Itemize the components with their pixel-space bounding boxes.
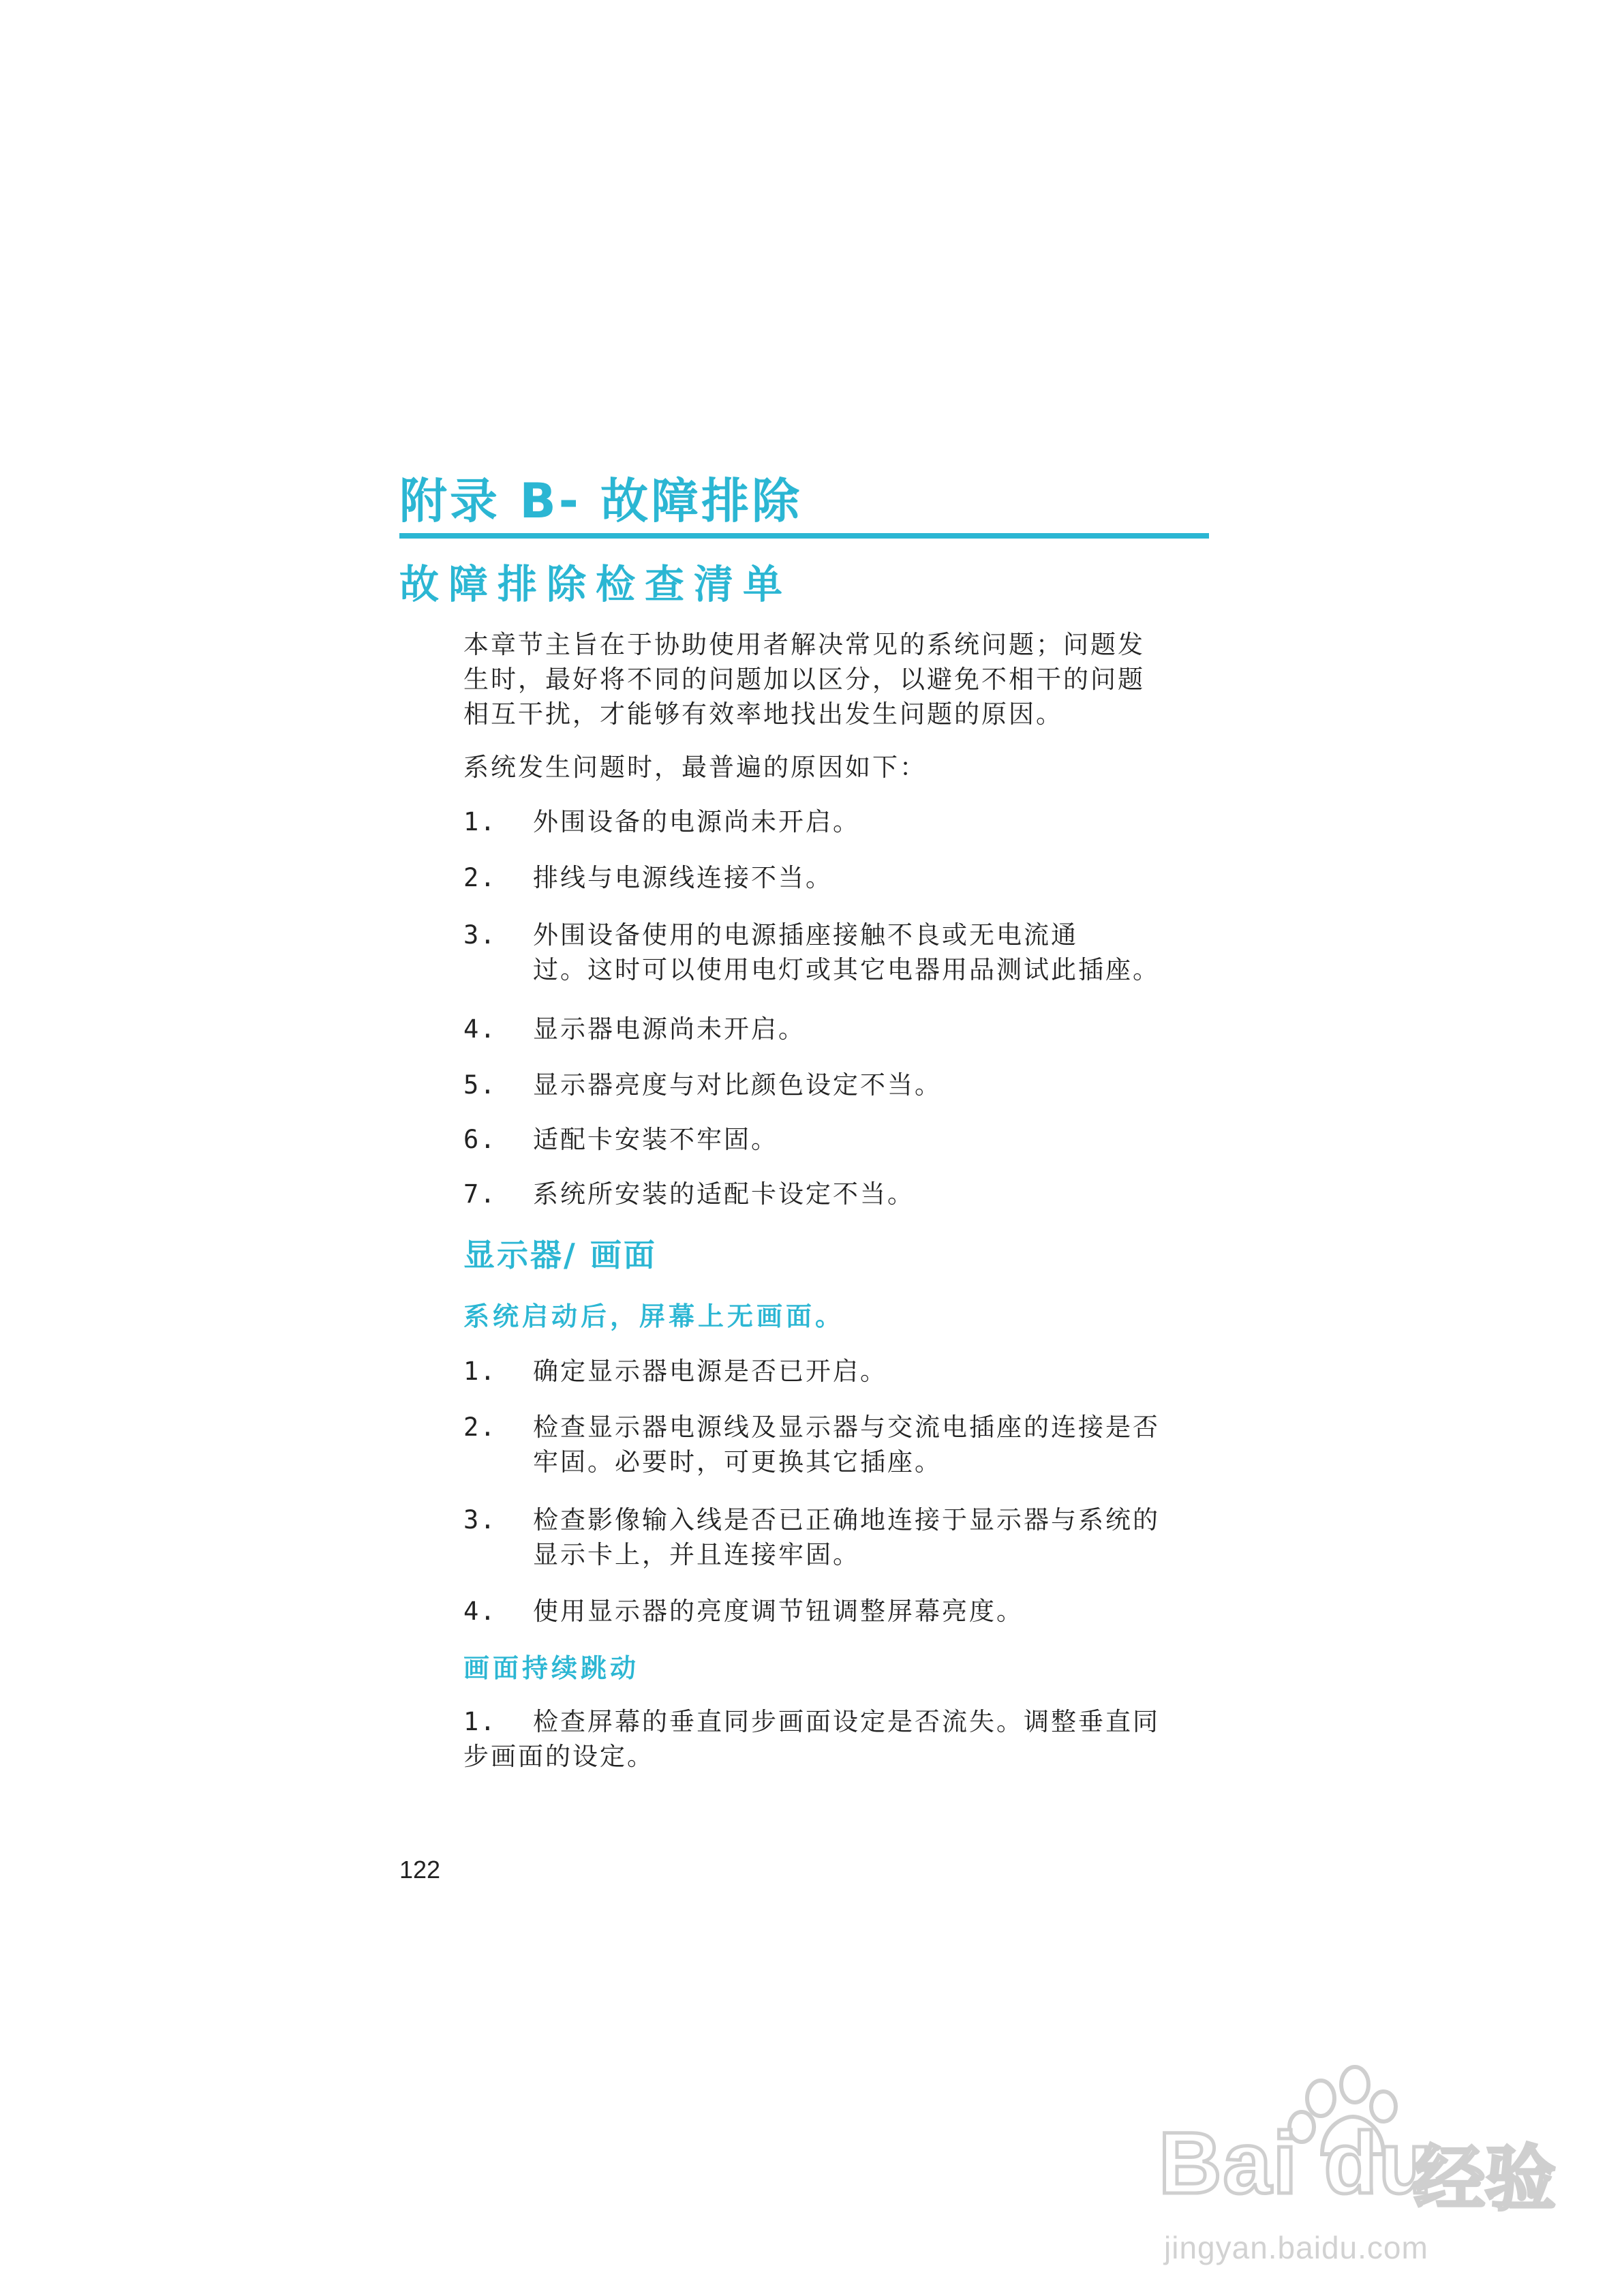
intro-line: 生时，最好将不同的问题加以区分，以避免不相干的问题 xyxy=(463,665,1145,694)
list-item xyxy=(463,1177,1213,1211)
list-number: 5. xyxy=(463,1070,497,1100)
list-number: 1. xyxy=(463,1357,497,1386)
intro-line: 本章节主旨在于协助使用者解决常见的系统问题；问题发 xyxy=(463,630,1145,659)
list-number: 3. xyxy=(463,920,497,950)
list-number: 3. xyxy=(463,1505,497,1535)
list-text: 过。这时可以使用电灯或其它电器用品测试此插座。 xyxy=(533,955,1160,984)
list-item xyxy=(463,860,1213,895)
list-item xyxy=(463,918,1213,987)
list-number: 4. xyxy=(463,1014,497,1044)
list-text: 外围设备使用的电源插座接触不良或无电流通 xyxy=(533,920,1078,950)
list-text: 使用显示器的亮度调节钮调整屏幕亮度。 xyxy=(533,1597,1024,1626)
list-number: 2. xyxy=(463,1413,497,1442)
flicker-line: 步画面的设定。 xyxy=(463,1742,654,1771)
list-text: 检查屏幕的垂直同步画面设定是否流失。调整垂直同 xyxy=(533,1707,1160,1736)
list-text: 显示器亮度与对比颜色设定不当。 xyxy=(533,1070,942,1100)
list-item xyxy=(463,1594,1213,1629)
list-number: 6. xyxy=(463,1125,497,1154)
chapter-divider xyxy=(399,533,1209,539)
list-item xyxy=(463,1068,1213,1102)
chapter-title: 附录 B- 故障排除 xyxy=(399,473,803,529)
watermark-service: 经验 xyxy=(1414,2140,1557,2219)
list-item xyxy=(463,1122,1213,1157)
list-item xyxy=(463,1354,1213,1389)
monitor-heading: 显示器/ 画面 xyxy=(463,1237,657,1273)
page-number: 122 xyxy=(399,1856,441,1884)
list-text: 外围设备的电源尚未开启。 xyxy=(533,807,860,836)
watermark-url: jingyan.baidu.com xyxy=(1164,2230,1428,2265)
causes-lead: 系统发生问题时，最普遍的原因如下： xyxy=(463,753,927,782)
flicker-paragraph xyxy=(463,1704,1213,1774)
section-title: 故障排除检查清单 xyxy=(399,561,793,607)
no-picture-heading: 系统启动后，屏幕上无画面。 xyxy=(463,1301,845,1331)
intro-line: 相互干扰，才能够有效率地找出发生问题的原因。 xyxy=(463,699,1063,729)
baidu-watermark xyxy=(1159,2059,1567,2277)
list-text: 显示卡上，并且连接牢固。 xyxy=(533,1540,860,1569)
list-text: 系统所安装的适配卡设定不当。 xyxy=(533,1179,915,1209)
list-number: 4. xyxy=(463,1597,497,1626)
list-item xyxy=(463,1012,1213,1046)
list-number: 2. xyxy=(463,863,497,892)
list-item xyxy=(463,1502,1213,1572)
list-number: 1. xyxy=(463,807,497,836)
flicker-line xyxy=(463,1704,1213,1739)
list-text: 检查显示器电源线及显示器与交流电插座的连接是否 xyxy=(533,1413,1160,1442)
list-text: 显示器电源尚未开启。 xyxy=(533,1014,806,1044)
list-item xyxy=(463,804,1213,839)
list-text: 适配卡安装不牢固。 xyxy=(533,1125,778,1154)
list-text: 确定显示器电源是否已开启。 xyxy=(533,1357,887,1386)
list-text: 检查影像输入线是否已正确地连接于显示器与系统的 xyxy=(533,1505,1160,1535)
list-text: 排线与电源线连接不当。 xyxy=(533,863,833,892)
flicker-heading: 画面持续跳动 xyxy=(463,1653,640,1683)
watermark-brand: Bai du xyxy=(1159,2115,1434,2212)
list-number: 7. xyxy=(463,1179,497,1209)
list-text: 牢固。必要时，可更换其它插座。 xyxy=(533,1447,942,1477)
list-item xyxy=(463,1410,1213,1479)
intro-paragraph xyxy=(463,627,1213,731)
list-number: 1. xyxy=(463,1707,497,1736)
